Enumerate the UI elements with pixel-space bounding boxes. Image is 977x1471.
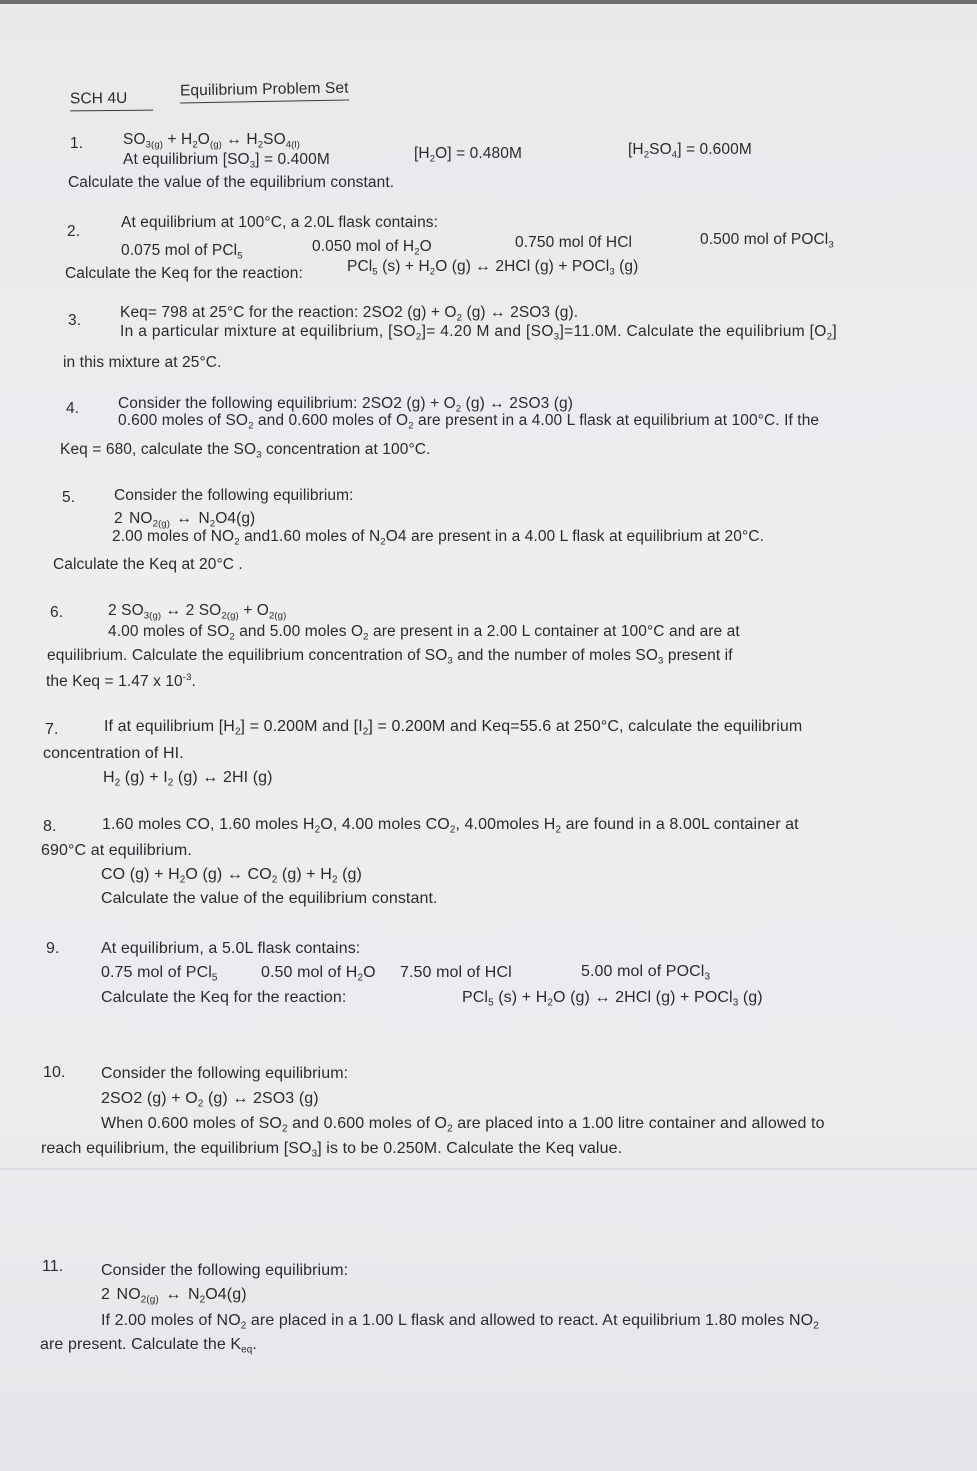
amount-pocl3: 5.00 mol of POCl$_3$ (581, 963, 711, 983)
page-fold (0, 1168, 977, 1170)
intro-text: At equilibrium at 100°C, a 2.0L flask contains: (121, 214, 439, 231)
line-3: the Keq = 1.47 x $10^{-3}$. (46, 672, 196, 690)
amount-hcl: 7.50 mol of HCl (400, 964, 512, 981)
question-text: Calculate the value of the equilibrium constant. (101, 890, 438, 907)
line-1: If at equilibrium $[H_2] = 0.200M$ and $[I_2] = 0.200M$ and Keq=55.6 at 250°C, calculate the equilibrium (104, 718, 803, 738)
line-2: In a particular mixture at equilibrium, $[SO_2]= 4.20$ M and $[SO_3]=11.0M$. Calculate the equilibrium $[O_2]$ (120, 323, 838, 343)
problem-number: 7. (45, 721, 59, 738)
question-text: Calculate the Keq for the reaction: (101, 989, 347, 1006)
problem-number: 1. (70, 135, 84, 152)
problem-number: 9. (46, 940, 60, 957)
question-text: Calculate the Keq for the reaction: (65, 265, 303, 282)
problem-number: 10. (43, 1064, 66, 1081)
problem-number: 3. (68, 312, 82, 329)
problem-number: 2. (67, 223, 81, 240)
amount-pcl5: 0.075 mol of PCl$_5$ (121, 242, 243, 262)
line-1: Consider the following equilibrium: (101, 1065, 349, 1082)
amount-pcl5: 0.75 mol of PCl$_5$ (101, 964, 218, 984)
reaction-equation: $SO_{3(g)} + H_2O_{(g)}$ ↔ $H_2SO_{4(l)}$ (123, 131, 301, 151)
page-title: Equilibrium Problem Set (180, 79, 349, 104)
line-3: in this mixture at 25°C. (63, 354, 222, 371)
problem-number: 4. (66, 400, 80, 417)
reaction-equation: CO $(g) + H_2O$ (g) ↔ $CO_2$ $(g) + H_2$ (g) (101, 866, 362, 886)
top-edge (0, 0, 977, 4)
line-2: If 2.00 moles of $NO_2$ are placed in a 1.00 L flask and allowed to react. At equilibrium 1.80 moles $NO_2$ (101, 1312, 819, 1332)
course-code: SCH 4U (70, 89, 154, 112)
line-1: Consider the following equilibrium: (101, 1262, 349, 1279)
amount-h2o: 0.50 mol of $H_2O$ (261, 964, 376, 984)
reaction-equation: 2 $NO_{2(g)}$ ↔ $N_2O4(g)$ (114, 510, 256, 530)
line-2: 690°C at equilibrium. (41, 842, 192, 859)
reaction-equation: $H_2$ $(g) + I_2$ (g) ↔ 2HI (g) (103, 769, 273, 789)
line-3: Calculate the Keq at 20°C . (53, 556, 243, 573)
line-3: Keq = 680, calculate the $SO_3$ concentration at 100°C. (60, 441, 431, 461)
line-3: reach equilibrium, the equilibrium $[SO_3]$ is to be 0.250M. Calculate the Keq value. (41, 1140, 623, 1160)
line-2: 2.00 moles of $NO_2$ and1.60 moles of $N_2O4$ are present in a 4.00 L flask at equilibrium at 20°C. (112, 528, 764, 548)
line-1: 1.60 moles CO, 1.60 moles $H_2O$, 4.00 moles $CO_2$, 4.00moles $H_2$ are found in a 8.00L container at (102, 816, 799, 836)
line-2: concentration of HI. (43, 745, 184, 762)
amount-pocl3: 0.500 mol of POCl$_3$ (700, 231, 834, 251)
reaction-equation: PCl$_5$ $(s) + H_2O$ (g) ↔ 2HCl (g) + POCl$_3$ (g) (462, 989, 763, 1009)
condition-h2o: $[H_2O] = 0.480M$ (414, 145, 522, 165)
problem-number: 8. (43, 818, 57, 835)
problem-number: 11. (42, 1258, 64, 1275)
amount-hcl: 0.750 mol 0f HCl (515, 234, 633, 251)
amount-h2o: 0.050 mol of $H_2O$ (312, 238, 432, 258)
reaction-equation: 2 $NO_{2(g)}$ ↔ $N_2O4(g)$ (101, 1286, 247, 1306)
reaction-equation: PCl$_5$ $(s) + H_2O$ (g) ↔ 2HCl (g) + POCl$_3$ (g) (347, 258, 639, 278)
line-2: 0.600 moles of $SO_2$ and 0.600 moles of $O_2$ are present in a 4.00 L flask at equilibrium at 100°C. If the (118, 412, 820, 432)
reaction-equation: 2 $SO_{3(g)}$ ↔ 2 $SO_{2(g)} + O_{2(g)}$ (108, 602, 287, 622)
condition-so3: At equilibrium $[SO_3] = 0.400M$ (123, 151, 330, 171)
problem-number: 6. (50, 604, 64, 621)
line-2: equilibrium. Calculate the equilibrium concentration of $SO_3$ and the number of moles $SO_3$ present if (47, 647, 733, 667)
line-2: When 0.600 moles of $SO_2$ and 0.600 moles of $O_2$ are placed into a 1.00 litre container and allowed to (101, 1115, 825, 1135)
question-text: Calculate the value of the equilibrium constant. (68, 174, 395, 191)
line-1: Consider the following equilibrium: (114, 487, 354, 504)
reaction-equation: 2SO2 $(g) + O_2$ (g) ↔ 2SO3 (g) (101, 1090, 319, 1110)
intro-text: At equilibrium, a 5.0L flask contains: (101, 940, 361, 957)
condition-h2so4: $[H_2SO_4] = 0.600M$ (628, 141, 752, 161)
line-3: are present. Calculate the $K_{eq}$. (40, 1336, 257, 1356)
line-1: Keq= 798 at 25°C for the reaction: 2SO2 $(g) + O_2$ (g) ↔ 2SO3 (g). (120, 304, 579, 324)
problem-number: 5. (62, 489, 76, 506)
line-1: Consider the following equilibrium: 2SO2 $(g) + O_2$ (g) ↔ 2SO3 (g) (118, 395, 573, 415)
line-1: 4.00 moles of $SO_2$ and 5.00 moles $O_2$ are present in a 2.00 L container at 100°C and are at (108, 623, 740, 643)
